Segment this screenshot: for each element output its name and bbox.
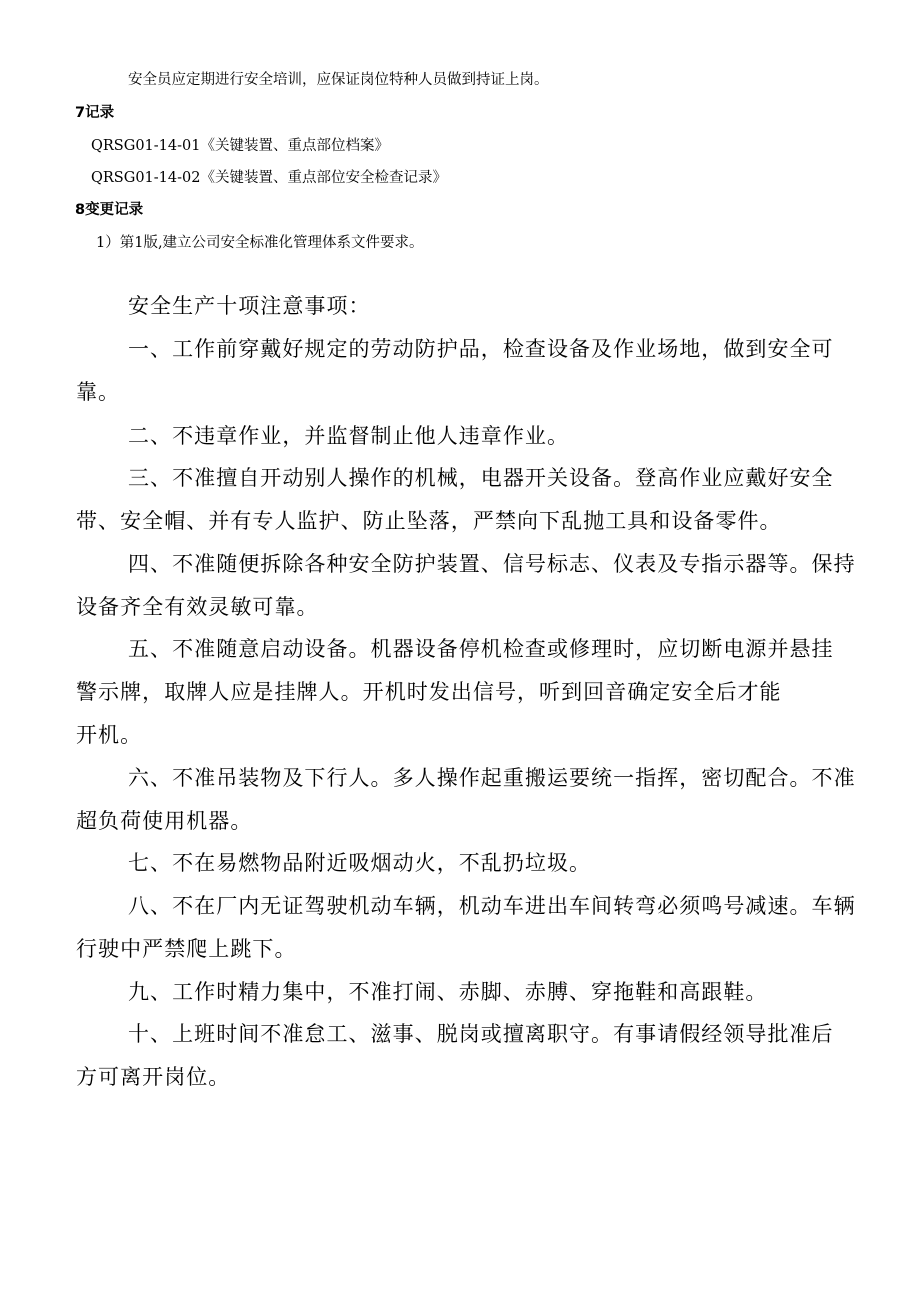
notice-item-7: 七、不在易燃物品附近吸烟动火，不乱扔垃圾。	[128, 851, 592, 875]
change-item: 1）第1版,建立公司安全标准化管理体系文件要求。	[96, 235, 424, 251]
changes-heading: 8变更记录	[75, 202, 144, 218]
notice-item-8-line-2: 行驶中严禁爬上跳下。	[76, 937, 297, 961]
notice-item-3-line-2: 带、安全帽、并有专人监护、防止坠落，严禁向下乱抛工具和设备零件。	[76, 509, 782, 533]
notice-item-1-line-1: 一、工作前穿戴好规定的劳动防护品，检查设备及作业场地，做到安全可	[128, 337, 834, 361]
notice-item-5-line-1: 五、不准随意启动设备。机器设备停机检查或修理时，应切断电源并悬挂	[128, 637, 834, 661]
notice-item-9: 九、工作时精力集中，不准打闹、赤脚、赤膊、穿拖鞋和高跟鞋。	[128, 980, 768, 1004]
notice-item-3-line-1: 三、不准擅自开动别人操作的机械，电器开关设备。登高作业应戴好安全	[128, 466, 834, 490]
notice-item-2: 二、不违章作业，并监督制止他人违章作业。	[128, 424, 569, 448]
notice-title: 安全生产十项注意事项：	[128, 294, 371, 318]
notice-item-10-line-1: 十、上班时间不准怠工、滋事、脱岗或擅离职守。有事请假经领导批准后	[128, 1022, 834, 1046]
notice-item-6-line-1: 六、不准吊装物及下行人。多人操作起重搬运要统一指挥，密切配合。不准	[128, 766, 856, 790]
notice-item-8-line-1: 八、不在厂内无证驾驶机动车辆，机动车进出车间转弯必须鸣号减速。车辆	[128, 894, 856, 918]
notice-item-4-line-2: 设备齐全有效灵敏可靠。	[76, 595, 319, 619]
training-note: 安全员应定期进行安全培训，应保证岗位特种人员做到持证上岗。	[128, 72, 549, 88]
notice-item-5-line-2: 警示牌，取牌人应是挂牌人。开机时发出信号，听到回音确定安全后才能	[76, 680, 782, 704]
notice-item-4-line-1: 四、不准随便拆除各种安全防护装置、信号标志、仪表及专指示器等。保持	[128, 552, 856, 576]
notice-item-1-line-2: 靠。	[76, 380, 121, 404]
notice-item-5-line-3: 开机。	[76, 723, 143, 747]
record-item: QRSG01-14-01《关键装置、重点部位档案》	[91, 138, 389, 154]
notice-item-6-line-2: 超负荷使用机器。	[76, 809, 253, 833]
records-heading: 7记录	[75, 105, 115, 121]
notice-item-10-line-2: 方可离开岗位。	[76, 1065, 231, 1089]
record-item: QRSG01-14-02《关键装置、重点部位安全检查记录》	[91, 170, 447, 186]
